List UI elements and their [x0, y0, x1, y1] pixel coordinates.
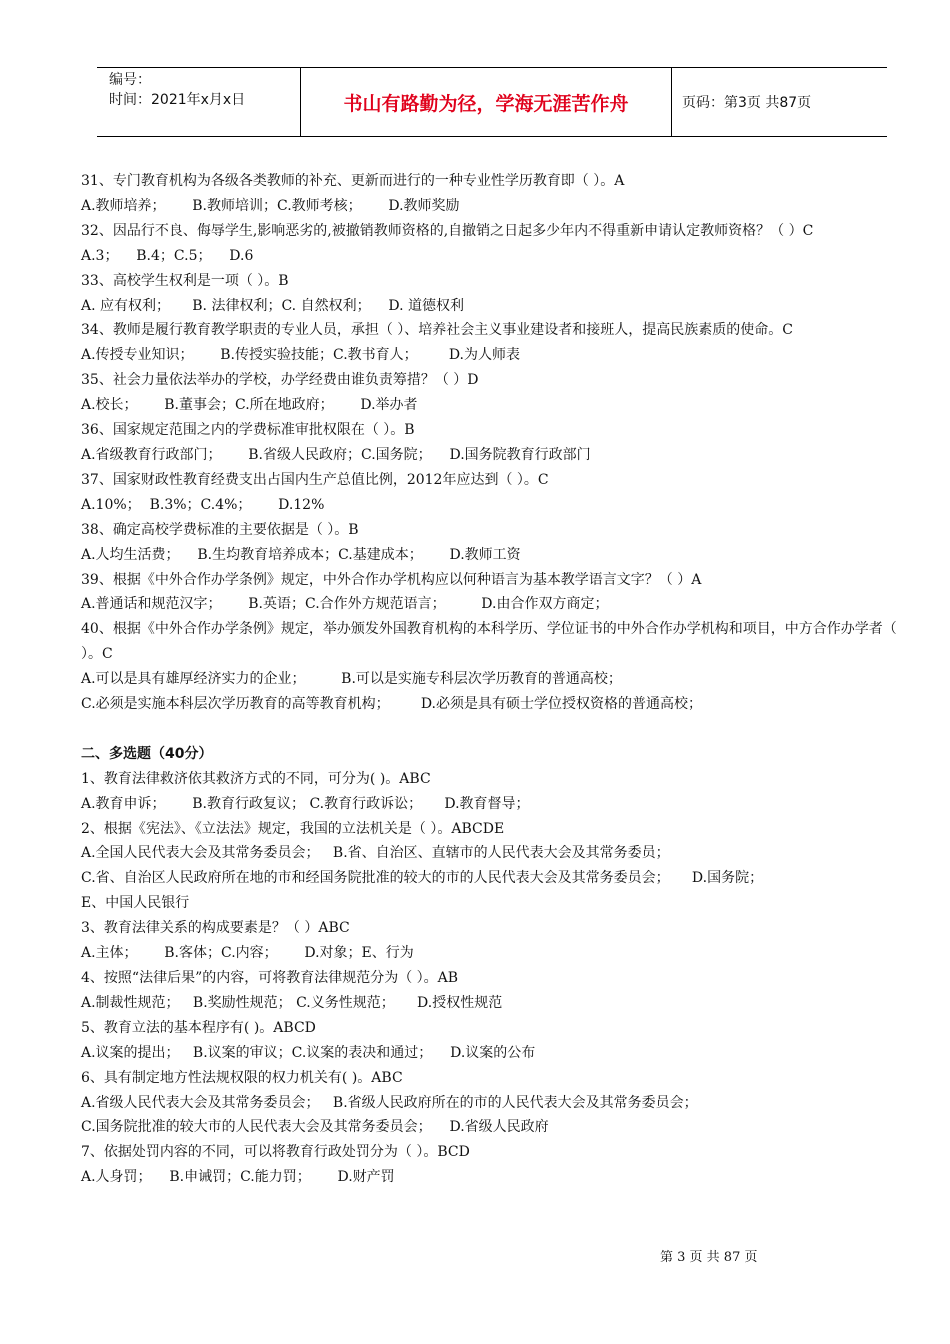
options-line: A.全国人民代表大会及其常务委员会； B.省、自治区、直辖市的人民代表大会及其常务委员；	[81, 845, 670, 862]
page-footer: 第 3 页 共 87 页	[660, 1250, 758, 1265]
options-line: A.制裁性规范； B.奖励性规范； C.义务性规范； D.授权性规范	[81, 994, 503, 1011]
page-header	[97, 67, 887, 137]
question-line: 6、具有制定地方性法规权限的权力机关有( )。ABC	[81, 1069, 403, 1086]
options-line: A.校长； B.董事会；C.所在地政府； D.举办者	[81, 397, 418, 414]
question-line: 38、确定高校学费标准的主要依据是（ ）。B	[81, 521, 359, 538]
question-line: 2、根据《宪法》、《立法法》规定，我国的立法机关是（ ）。ABCDE	[81, 820, 505, 837]
options-line: A.省级教育行政部门； B.省级人民政府；C.国务院； D.国务院教育行政部门	[81, 446, 591, 463]
header-page-info: 页码：第3页 共87页	[682, 95, 812, 111]
options-line: A.10%； B.3%；C.4%； D.12%	[81, 496, 325, 513]
options-line: A.普通话和规范汉字； B.英语；C.合作外方规范语言； D.由合作双方商定；	[81, 596, 609, 613]
question-line: 5、教育立法的基本程序有( )。ABCD	[81, 1019, 316, 1036]
document-body	[81, 169, 901, 1190]
question-line: 31、专门教育机构为各级各类教师的补充、更新而进行的一种专业性学历教育即（ ）。A	[81, 173, 625, 189]
header-number-label: 编号：	[109, 72, 151, 88]
question-line: 37、国家财政性教育经费支出占国内生产总值比例，2012年应达到（ ）。C	[81, 471, 549, 488]
options-line: A.传授专业知识； B.传授实验技能；C.教书育人； D.为人师表	[81, 347, 520, 364]
question-line: 35、社会力量依法举办的学校，办学经费由谁负责筹措？（ ）D	[81, 372, 479, 389]
options-line: A. 应有权利； B. 法律权利；C. 自然权利； D. 道德权利	[81, 297, 464, 314]
options-line: A.教育申诉； B.教育行政复议； C.教育行政诉讼； D.教育督导；	[81, 795, 530, 812]
question-line: 39、根据《中外合作办学条例》规定，中外合作办学机构应以何种语言为基本教学语言文字？（ ）A	[81, 571, 702, 588]
options-line: A.可以是具有雄厚经济实力的企业； B.可以是实施专科层次学历教育的普通高校；	[81, 671, 622, 688]
question-line: 36、国家规定范围之内的学费标准审批权限在（ ）。B	[81, 422, 415, 439]
header-motto: 书山有路勤为径，学海无涯苦作舟	[300, 68, 672, 136]
options-line: C.省、自治区人民政府所在地的市和经国务院批准的较大的市的人民代表大会及其常务委员会； D.国务院；	[81, 870, 764, 887]
options-line: A.议案的提出； B.议案的审议；C.议案的表决和通过； D.议案的公布	[81, 1044, 536, 1061]
options-line: E、中国人民银行	[81, 895, 190, 912]
question-line: 4、按照“法律后果”的内容，可将教育法律规范分为（ ）。AB	[81, 969, 459, 986]
header-meta	[97, 68, 300, 136]
options-line: A.教师培养； B.教师培训；C.教师考核； D.教师奖励	[81, 197, 460, 214]
options-line: C.国务院批准的较大市的人民代表大会及其常务委员会； D.省级人民政府	[81, 1119, 549, 1136]
options-line: A.人均生活费； B.生均教育培养成本；C.基建成本； D.教师工资	[81, 546, 521, 563]
options-line: A.人身罚； B.申诫罚；C.能力罚； D.财产罚	[81, 1169, 395, 1186]
options-line: A.3； B.4；C.5； D.6	[81, 247, 254, 264]
options-line: A.主体； B.客体；C.内容； D.对象；E、行为	[81, 945, 414, 962]
question-line: 34、教师是履行教育教学职责的专业人员，承担（ ）、培养社会主义事业建设者和接班人，提高民族素质的使命。C	[81, 322, 793, 339]
question-line: 40、根据《中外合作办学条例》规定，举办颁发外国教育机构的本科学历、学位证书的中外合作办学机构和项目，中方合作办学者（ ）。C	[81, 621, 902, 663]
section-heading: 二、多选题（40分）	[81, 745, 213, 762]
question-line: 7、依据处罚内容的不同，可以将教育行政处罚分为（ ）。BCD	[81, 1144, 470, 1161]
question-line: 32、因品行不良、侮辱学生,影响恶劣的,被撤销教师资格的,自撤销之日起多少年内不得重新申请认定教师资格？（ ）C	[81, 222, 814, 239]
question-line: 3、教育法律关系的构成要素是？（ ）ABC	[81, 920, 350, 937]
question-line: 1、教育法律救济依其救济方式的不同，可分为( )。ABC	[81, 770, 431, 787]
options-line: A.省级人民代表大会及其常务委员会； B.省级人民政府所在的市的人民代表大会及其常务委员会；	[81, 1094, 698, 1111]
blank-line	[81, 717, 901, 742]
header-time-label: 时间：2021年x月x日	[109, 92, 246, 108]
options-line: C.必须是实施本科层次学历教育的高等教育机构； D.必须是具有硕士学位授权资格的普通高校；	[81, 696, 702, 713]
question-line: 33、高校学生权利是一项（ ）。B	[81, 272, 289, 289]
